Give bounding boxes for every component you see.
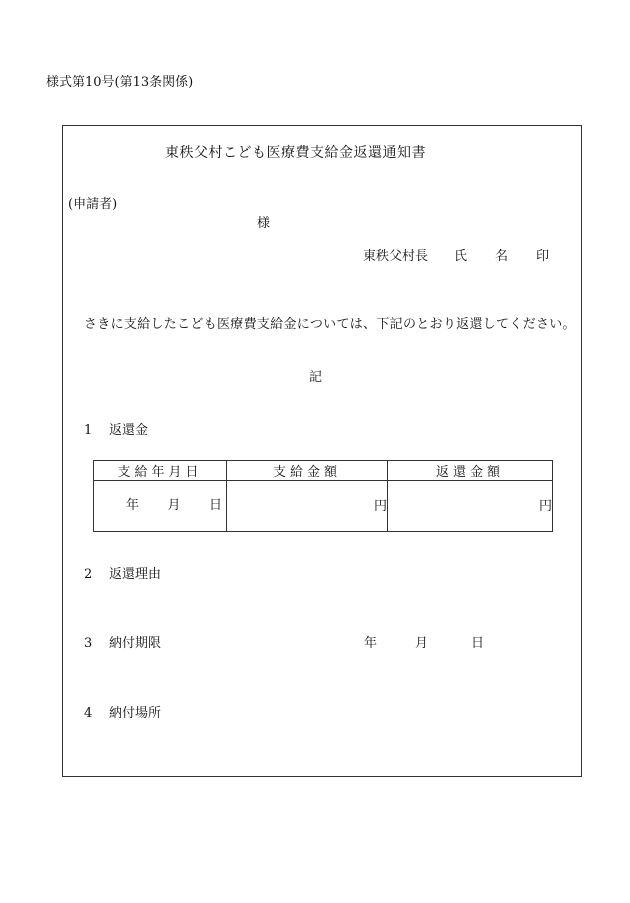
note-heading: 記 bbox=[309, 370, 323, 385]
deadline-day-unit: 日 bbox=[471, 636, 485, 651]
date-unit-month: 月 bbox=[167, 497, 181, 513]
refund-yen-unit: 円 bbox=[538, 498, 552, 514]
date-unit-year: 年 bbox=[126, 497, 140, 513]
item-4-label: 納付場所 bbox=[109, 706, 162, 721]
table-row bbox=[94, 481, 553, 532]
deadline-month-unit: 月 bbox=[415, 636, 429, 651]
honorific-sama: 様 bbox=[257, 216, 271, 231]
cell-refund-amount bbox=[388, 481, 553, 532]
header-paid-amount: 支給金額 bbox=[227, 461, 388, 481]
item-2-number: 2 bbox=[84, 567, 93, 582]
item-4-number: 4 bbox=[84, 706, 93, 721]
issuer-name-label-2: 名 bbox=[495, 249, 509, 264]
issuer-seal: 印 bbox=[536, 249, 550, 264]
cell-payment-date bbox=[94, 481, 227, 532]
paid-yen-unit: 円 bbox=[373, 498, 387, 514]
item-1-label: 返還金 bbox=[109, 423, 149, 438]
header-payment-date: 支給年月日 bbox=[94, 461, 227, 481]
form-frame bbox=[62, 125, 582, 777]
cell-paid-amount bbox=[227, 481, 388, 532]
item-3-label: 納付期限 bbox=[109, 636, 162, 651]
form-number: 様式第10号(第13条関係) bbox=[46, 75, 194, 90]
item-3-number: 3 bbox=[84, 636, 93, 651]
notice-body-text: さきに支給したこども医療費支給金については、下記のとおり返還してください。 bbox=[84, 317, 576, 332]
refund-amount-table bbox=[93, 460, 553, 532]
date-unit-day: 日 bbox=[208, 497, 222, 513]
issuer-name-label-1: 氏 bbox=[454, 249, 468, 264]
header-refund-amount: 返還金額 bbox=[388, 461, 553, 481]
table-header-row bbox=[94, 461, 553, 481]
applicant-label: (申請者) bbox=[68, 197, 118, 212]
item-2-label: 返還理由 bbox=[109, 567, 162, 582]
document-title: 東秩父村こども医療費支給金返還通知書 bbox=[165, 145, 426, 161]
item-1-number: 1 bbox=[84, 423, 93, 438]
issuer-line bbox=[363, 250, 549, 263]
deadline-year-unit: 年 bbox=[364, 636, 378, 651]
issuer-position: 東秩父村長 bbox=[363, 249, 429, 264]
